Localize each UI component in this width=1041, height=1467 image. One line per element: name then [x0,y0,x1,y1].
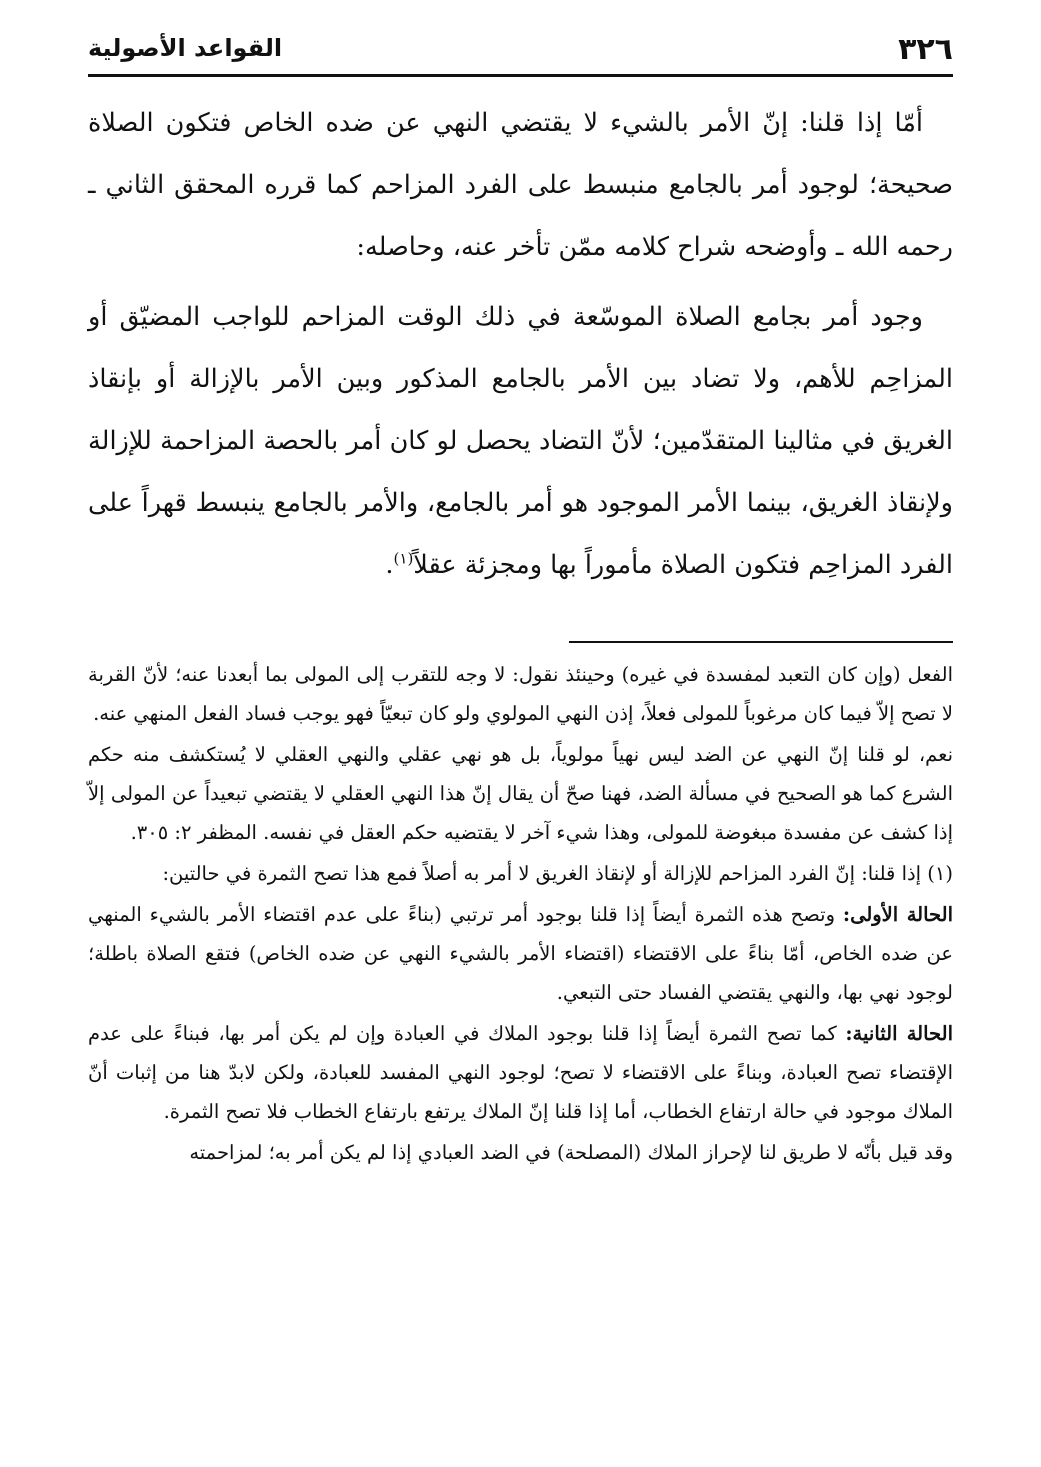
footnote-case-1 [88,895,953,1012]
header-rule [88,74,953,77]
footnote-case-2 [88,1014,953,1131]
footnote-carryover-2: نعم، لو قلنا إنّ النهي عن الضد ليس نهياً مولوياً، بل هو نهي عقلي والنهي العقلي لا يُستكشف منه حكم الشرع كما هو الصحيح في مسألة الضد، فهنا صحّ أن يقال إنّ هذا النهي العقلي لا يقتضي تبعيداً عن المولى إلاّ إذا كشف عن مفسدة مبغوضة للمولى، وهذا شيء آخر لا يقتضيه حكم العقل في نفسه. المظفر ٢: ٣٠٥. [88,743,953,844]
footnote-carryover-1: الفعل (وإن كان التعبد لمفسدة في غيره) وحينئذ نقول: لا وجه للتقرب إلى المولى بما أبعدنا عنه؛ لأنّ القربة لا تصح إلاّ فيما كان مرغوباً للمولى فعلاً، إذن النهي المولوي ولو كان تبعيّاً فهو يوجب فساد الفعل المنهي عنه. [88,663,953,725]
footnote-marker: (١) [393,549,414,568]
case-1-text: وتصح هذه الثمرة أيضاً إذا قلنا بوجود أمر ترتبي (بناءً على عدم اقتضاء الأمر بالشيء المنهي عن ضده الخاص، أمّا بناءً على الاقتضاء (اقتضاء الأمر بالشيء النهي عن ضده الخاص) فتقع الصلاة باطلة؛ لوجود نهي بها، والنهي يقتضي الفساد حتى التبعي. [88,903,953,1004]
footnote-last-line: وقد قيل بأنّه لا طريق لنا لإحراز الملاك (المصلحة) في الضد العبادي إذا لم يكن أمر به؛ لمزاحمته [189,1141,953,1164]
footnote-1: (١) إذا قلنا: إنّ الفرد المزاحم للإزالة أو لإنقاذ الغريق لا أمر به أصلاً فمع هذا تصح الثمرة في حالتين: [162,862,953,885]
running-title: القواعد الأصولية [88,34,283,62]
final-period: . [385,550,394,580]
case-1-label: الحالة الأولى: [842,903,953,926]
main-paragraph-2-text: وجود أمر بجامع الصلاة الموسّعة في ذلك الوقت المزاحم للواجب المضيّق أو المزاحِم للأهم، ولا تضاد بين الأمر بالجامع المذكور وبين الأمر بالإزالة أو بإنقاذ الغريق في مثالينا المتقدّمين؛ لأنّ التضاد يحصل لو كان أمر بالحصة المزاحمة للإزالة ولإنقاذ الغريق، بينما الأمر الموجود هو أمر بالجامع، والأمر بالجامع ينبسط قهراً على الفرد المزاحِم فتكون الصلاة مأموراً بها ومجزئة عقلاً [88,302,953,580]
case-2-label: الحالة الثانية: [845,1022,953,1045]
case-2-text: كما تصح الثمرة أيضاً إذا قلنا بوجود الملاك في العبادة وإن لم يكن أمر بها، فبناءً على عدم الإقتضاء تصح العبادة، وبناءً على الاقتضاء لا تصح؛ لوجود النهي المفسد للعبادة، ولكن لابدّ هنا من إثبات أنّ الملاك موجود في حالة ارتفاع الخطاب، أما إذا قلنا إنّ الملاك يرتفع بارتفاع الخطاب فلا تصح الثمرة. [88,1022,953,1123]
footnotes [88,655,953,1172]
main-text [88,92,953,596]
main-paragraph-1: أمّا إذا قلنا: إنّ الأمر بالشيء لا يقتضي النهي عن ضده الخاص فتكون الصلاة صحيحة؛ لوجود أمر بالجامع منبسط على الفرد المزاحم كما قرره المحقق الثاني ـ رحمه الله ـ وأوضحه شراح كلامه ممّن تأخر عنه، وحاصله: [88,108,953,262]
main-paragraph-2 [88,286,953,596]
footnote-rule [569,641,953,643]
page-header [88,28,953,72]
page-number: ٣٢٦ [898,32,953,67]
